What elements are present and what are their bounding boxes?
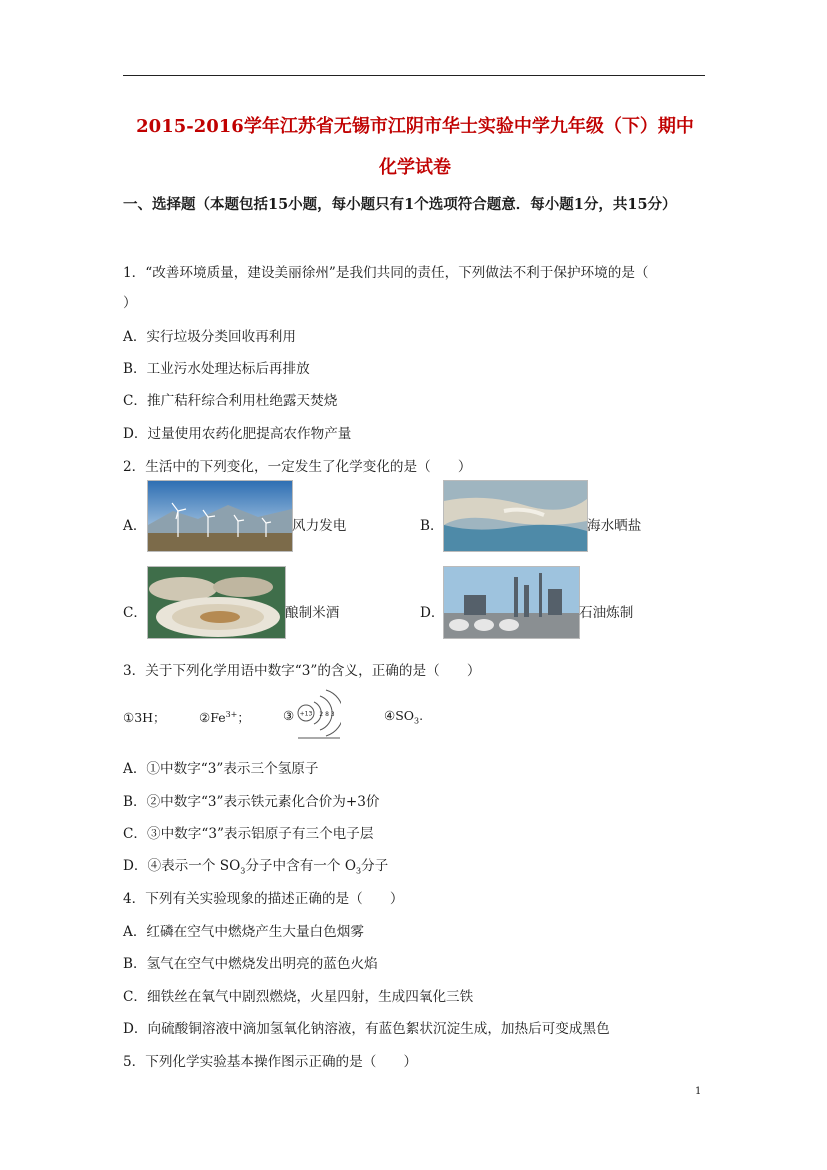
aluminum-atom-structure-diagram <box>296 686 341 740</box>
q1-stem-cont: ） <box>123 295 137 311</box>
q3-symbol-2: $②Fe^{3+}$； <box>199 709 250 725</box>
q4-option-c: C．细铁丝在氧气中剧烈燃烧，火星四射，生成四氧化三铁 <box>123 989 474 1005</box>
q2-option-c-caption: 酿制米酒 <box>285 605 340 621</box>
q1-stem: 1．“改善环境质量，建设美丽徐州”是我们共同的责任，下列做法不利于保护环境的是（ <box>123 265 649 281</box>
q4-stem: 4．下列有关实验现象的描述正确的是（ ） <box>123 891 404 907</box>
q2-option-c-letter: C． <box>123 605 147 621</box>
sea-salt-image <box>443 480 588 552</box>
q3-stem: 3．关于下列化学用语中数字“3”的含义，正确的是（ ） <box>123 663 481 679</box>
q3-symbol-1: ①3H； <box>123 710 166 725</box>
q2-option-d-caption: 石油炼制 <box>579 605 634 621</box>
wind-turbines-image <box>147 480 293 552</box>
q1-option-b: B．工业污水处理达标后再排放 <box>123 361 310 377</box>
q2-stem: 2．生活中的下列变化，一定发生了化学变化的是（ ） <box>123 459 472 475</box>
q2-option-d-letter: D． <box>420 605 445 621</box>
q4-option-d: D．向硫酸铜溶液中滴加氢氧化钠溶液，有蓝色絮状沉淀生成，加热后可变成黑色 <box>123 1021 610 1037</box>
atom-nucleus-label: +13 <box>299 710 313 718</box>
section-heading: 一、选择题（本题包括15小题，每小题只有1个选项符合题意．每小题1分，共15分） <box>123 196 677 213</box>
q4-option-b: B．氢气在空气中燃烧发出明亮的蓝色火焰 <box>123 956 378 972</box>
page-number: 1 <box>695 1086 702 1097</box>
q1-option-d: D．过量使用农药化肥提高农作物产量 <box>123 426 352 442</box>
q2-option-b-letter: B． <box>420 518 444 534</box>
rice-wine-image <box>147 566 286 639</box>
q3-symbol-3-label: ③ <box>283 708 295 723</box>
atom-shells-label: 2 8 3 <box>319 711 335 718</box>
q3-option-b: B．②中数字“3”表示铁元素化合价为+3价 <box>123 794 380 810</box>
exam-title-line1: 2015-2016学年江苏省无锡市江阴市华士实验中学九年级（下）期中 <box>136 116 694 137</box>
q4-option-a: A．红磷在空气中燃烧产生大量白色烟雾 <box>123 924 364 940</box>
q3-option-c: C．③中数字“3”表示铝原子有三个电子层 <box>123 826 374 842</box>
q2-option-a-caption: 风力发电 <box>292 518 347 534</box>
q1-option-c: C．推广秸秆综合利用杜绝露天焚烧 <box>123 393 338 409</box>
q1-option-a: A．实行垃圾分类回收再利用 <box>123 329 296 345</box>
q3-symbol-4: $④SO_3$. <box>384 708 424 726</box>
header-rule <box>123 75 705 76</box>
q2-option-a-letter: A． <box>123 518 147 534</box>
q3-option-a: A．①中数字“3”表示三个氢原子 <box>123 761 319 777</box>
exam-title-line2: 化学试卷 <box>379 157 451 178</box>
q3-option-d: D．④表示一个 $SO_3$分子中含有一个 $O_3$分子 <box>123 858 389 876</box>
q5-stem: 5．下列化学实验基本操作图示正确的是（ ） <box>123 1054 418 1070</box>
q2-option-b-caption: 海水晒盐 <box>587 518 642 534</box>
oil-refinery-image <box>443 566 580 639</box>
